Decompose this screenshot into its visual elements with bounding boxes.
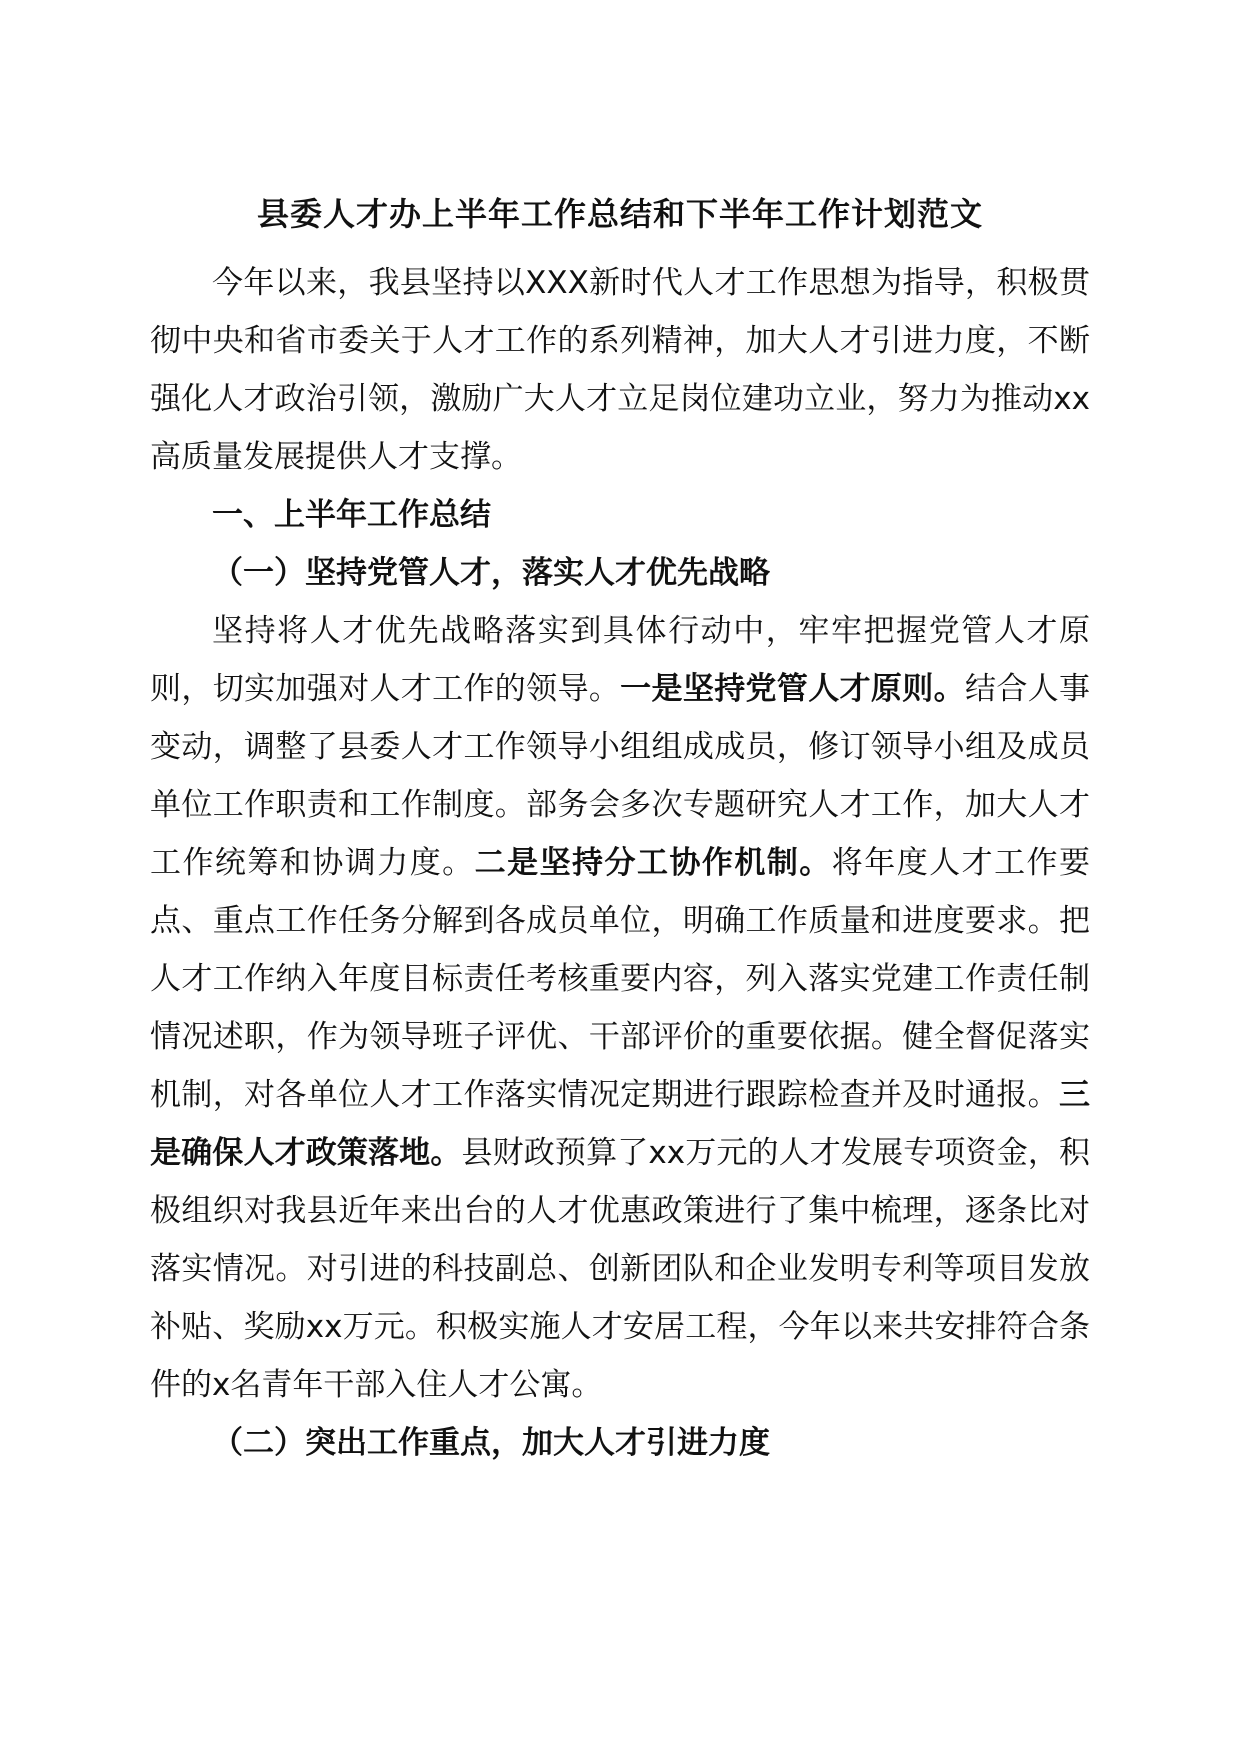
- bold-point-3: 三是确保人才政策落地。: [150, 1077, 1090, 1171]
- bold-point-1: 一是坚持党管人才原则。: [620, 671, 965, 707]
- paragraph-text: 坚持将人才优先战略落实到具体行动中，牢牢把握党管人才原则，切实加强对人才工作的领导。: [150, 613, 1090, 707]
- subsection-heading-1: （一）坚持党管人才，落实人才优先战略: [212, 555, 770, 591]
- section-heading-1: 一、上半年工作总结: [212, 497, 491, 533]
- document-title: 县委人才办上半年工作总结和下半年工作计划范文: [256, 195, 983, 233]
- subsection-heading-2: （二）突出工作重点，加大人才引进力度: [212, 1425, 770, 1461]
- bold-point-2: 二是坚持分工协作机制。: [474, 845, 832, 881]
- document-body: [150, 188, 1090, 1472]
- subsection-1-paragraph: [150, 602, 1090, 1414]
- intro-paragraph: 今年以来，我县坚持以XXX新时代人才工作思想为指导，积极贯彻中央和省市委关于人才工作的系列精神，加大人才引进力度，不断强化人才政治引领，激励广大人才立足岗位建功立业，努力为推动xx高质量发展提供人才支撑。: [150, 265, 1090, 475]
- paragraph-text: 结合人事变动，调整了县委人才工作领导小组组成成员，修订领导小组及成员单位工作职责和工作制度。部务会多次专题研究人才工作，加大人才工作统筹和协调力度。: [150, 671, 1091, 881]
- paragraph-text: 县财政预算了xx万元的人才发展专项资金，积极组织对我县近年来出台的人才优惠政策进行了集中梳理，逐条比对落实情况。对引进的科技副总、创新团队和企业发明专利等项目发放补贴、奖励xx万元。积极实施人才安居工程，今年以来共安排符合条件的x名青年干部入住人才公寓。: [150, 1135, 1090, 1403]
- paragraph-text: 将年度人才工作要点、重点工作任务分解到各成员单位，明确工作质量和进度要求。把人才工作纳入年度目标责任考核重要内容，列入落实党建工作责任制情况述职，作为领导班子评优、干部评价的重要依据。健全督促落实机制，对各单位人才工作落实情况定期进行跟踪检查并及时通报。: [150, 845, 1091, 1113]
